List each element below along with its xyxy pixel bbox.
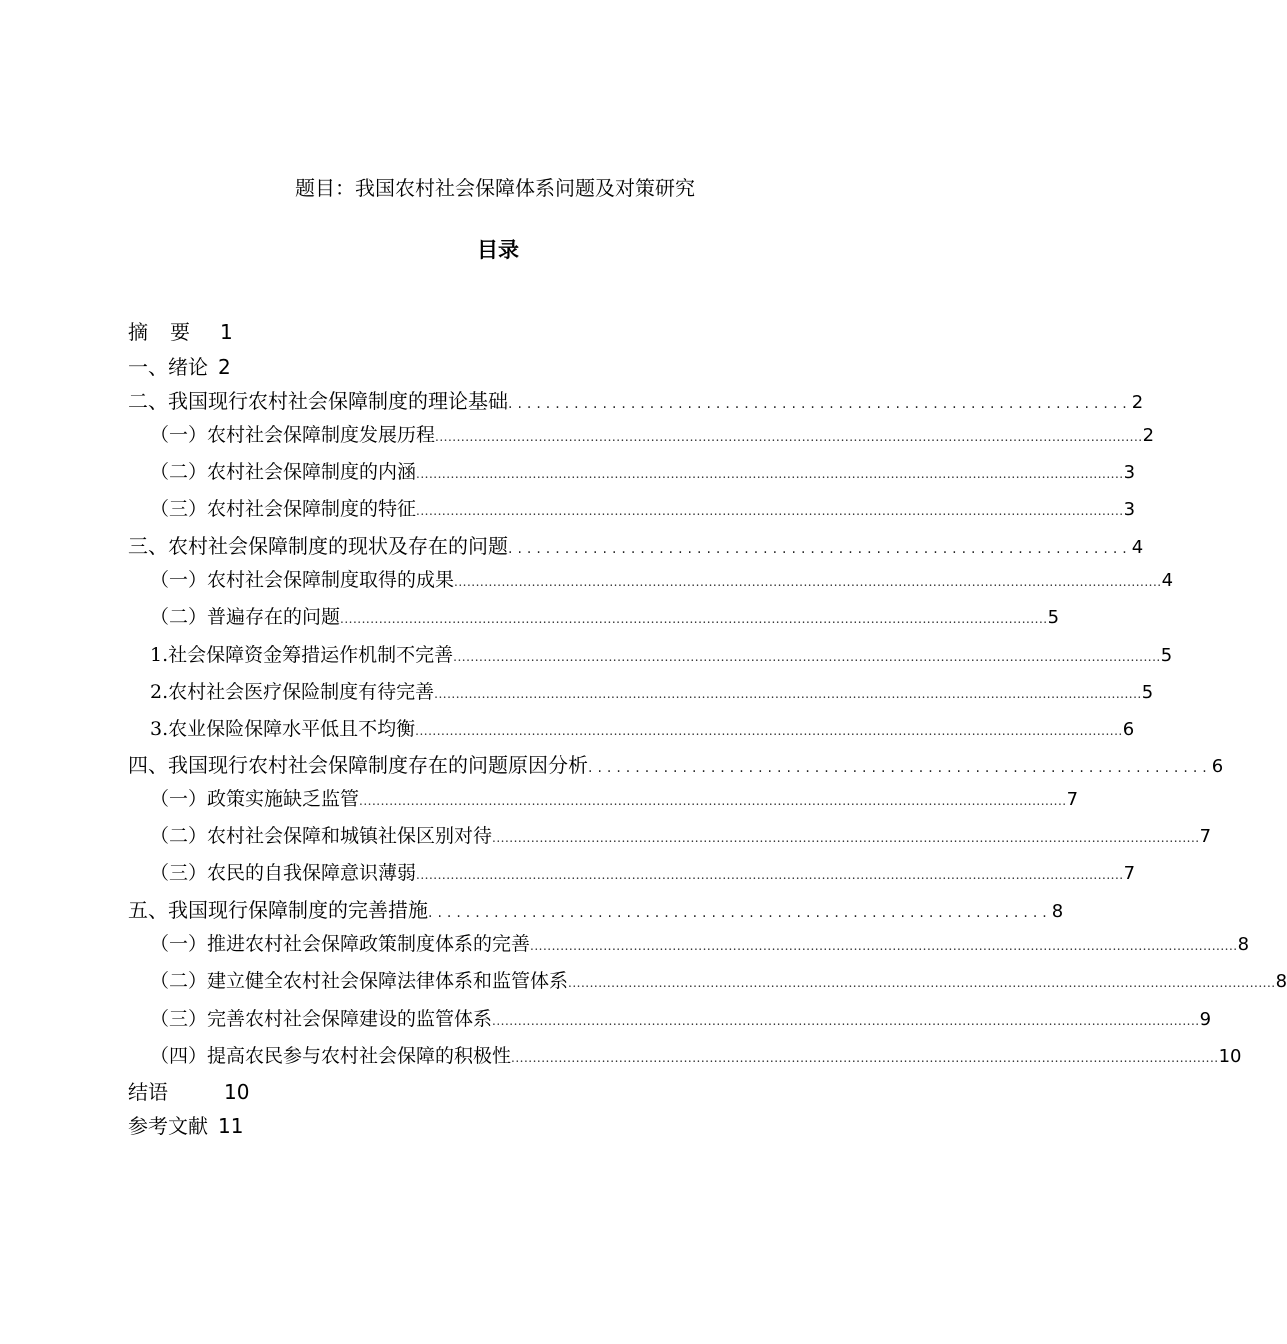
toc-leader: .................................................................. — [508, 541, 1132, 557]
toc-entry-label: 二、我国现行农村社会保障制度的理论基础 — [128, 389, 508, 413]
toc-entry-label: （一）农村社会保障制度发展历程 — [150, 424, 436, 446]
toc-page-number: 4 — [1161, 570, 1174, 591]
toc-page-number: 10 — [224, 1080, 250, 1104]
toc-entry-section[interactable] — [150, 858, 1136, 888]
toc-entry-conclusion[interactable] — [128, 1077, 249, 1107]
toc-entry-label: （一）农村社会保障制度取得的成果 — [150, 569, 455, 591]
toc-entry-section[interactable] — [150, 1041, 1242, 1071]
toc-entry-section[interactable] — [150, 602, 1060, 632]
toc-entry-label: 要 — [170, 320, 190, 344]
toc-page-number: 2 — [1131, 392, 1144, 413]
toc-entry-label: （三）完善农村社会保障建设的监管体系 — [150, 1008, 493, 1030]
toc-leader: .................................................................................................................................................................... — [435, 430, 1143, 444]
toc-page-number: 1 — [220, 320, 233, 344]
toc-leader: .................................................................................................................................................................... — [434, 687, 1142, 701]
toc-entry-subsection[interactable] — [150, 677, 1154, 707]
toc-entry-chapter[interactable] — [128, 895, 1064, 925]
toc-page-number: 7 — [1199, 826, 1212, 847]
toc-page-number: 8 — [1275, 971, 1287, 992]
toc-entry-label: 四、我国现行农村社会保障制度存在的问题原因分析 — [128, 753, 588, 777]
toc-page-number: 5 — [1047, 607, 1060, 628]
toc-entry-section[interactable] — [150, 457, 1136, 487]
toc-leader: .................................................................................................................................................................... — [416, 868, 1124, 882]
toc-leader: .................................................................................................................................................................... — [454, 575, 1162, 589]
toc-page-number: 11 — [218, 1114, 244, 1138]
toc-page-number: 5 — [1141, 682, 1154, 703]
toc-page-number: 2 — [218, 355, 231, 379]
toc-entry-section[interactable] — [150, 420, 1155, 450]
toc-entry-label: 参考文献 — [128, 1114, 208, 1138]
toc-entry-label: （四）提高农民参与农村社会保障的积极性 — [150, 1045, 512, 1067]
toc-page-number: 8 — [1051, 901, 1064, 922]
toc-entry-label: （三）农民的自我保障意识薄弱 — [150, 862, 417, 884]
toc-leader: .................................................................................................................................................................... — [492, 831, 1200, 845]
toc-page-number: 6 — [1211, 756, 1224, 777]
toc-page-number: 8 — [1237, 934, 1250, 955]
toc-leader: .................................................................................................................................................................... — [568, 976, 1276, 990]
toc-entry-label: （二）农村社会保障制度的内涵 — [150, 461, 417, 483]
toc-entry-section[interactable] — [150, 784, 1079, 814]
toc-page-number: 2 — [1142, 425, 1155, 446]
toc-leader: .................................................................................................................................................................... — [416, 504, 1124, 518]
toc-entry-section[interactable] — [150, 929, 1250, 959]
toc-page-number: 9 — [1199, 1009, 1212, 1030]
toc-leader: .................................................................. — [508, 396, 1132, 412]
toc-entry-label: （一）推进农村社会保障政策制度体系的完善 — [150, 933, 531, 955]
toc-entry-label: （一）政策实施缺乏监管 — [150, 788, 360, 810]
document-title: 题目：我国农村社会保障体系问题及对策研究 — [295, 176, 695, 200]
toc-leader: .................................................................................................................................................................... — [530, 939, 1238, 953]
toc-entry-label: 1.社会保障资金筹措运作机制不完善 — [150, 644, 454, 666]
toc-page-number: 4 — [1131, 537, 1144, 558]
toc-page-number: 3 — [1123, 462, 1136, 483]
toc-entry-subsection[interactable] — [150, 714, 1135, 744]
toc-entry-chapter[interactable] — [128, 386, 1144, 416]
toc-entry-label: 五、我国现行保障制度的完善措施 — [128, 898, 428, 922]
toc-entry-intro[interactable] — [128, 352, 231, 382]
toc-entry-label: 一、绪论 — [128, 355, 208, 379]
toc-page-number: 10 — [1218, 1046, 1242, 1067]
toc-leader: .................................................................................................................................................................... — [359, 794, 1067, 808]
toc-entry-section[interactable] — [150, 821, 1212, 851]
toc-entry-label: （三）农村社会保障制度的特征 — [150, 498, 417, 520]
toc-entry-label: 结语 — [128, 1080, 168, 1104]
toc-entry-chapter[interactable] — [128, 750, 1224, 780]
toc-heading: 目录 — [477, 238, 519, 262]
toc-page-number: 7 — [1066, 789, 1079, 810]
toc-entry-abstract[interactable] — [128, 317, 233, 347]
toc-entry-label: （二）农村社会保障和城镇社保区别对待 — [150, 825, 493, 847]
toc-leader: .................................................................................................................................................................... — [415, 724, 1123, 738]
toc-entry-references[interactable] — [128, 1111, 243, 1141]
toc-entry-section[interactable] — [150, 494, 1136, 524]
toc-leader: .................................................................................................................................................................... — [416, 467, 1124, 481]
toc-page-number: 5 — [1160, 645, 1173, 666]
toc-page-number: 3 — [1123, 499, 1136, 520]
toc-entry-section[interactable] — [150, 1004, 1212, 1034]
toc-entry-section[interactable] — [150, 966, 1287, 996]
toc-entry-section[interactable] — [150, 565, 1174, 595]
toc-leader: .................................................................................................................................................................... — [511, 1051, 1219, 1065]
toc-entry-label: 摘 — [128, 320, 148, 344]
toc-entry-chapter[interactable] — [128, 531, 1144, 561]
toc-entry-label: 三、农村社会保障制度的现状及存在的问题 — [128, 534, 508, 558]
toc-entry-label: （二）建立健全农村社会保障法律体系和监管体系 — [150, 970, 569, 992]
toc-leader: .................................................................................................................................................................... — [453, 650, 1161, 664]
toc-entry-label: 3.农业保险保障水平低且不均衡 — [150, 718, 416, 740]
toc-leader: .................................................................. — [428, 905, 1052, 921]
toc-entry-label: 2.农村社会医疗保险制度有待完善 — [150, 681, 435, 703]
toc-leader: .................................................................................................................................................................... — [340, 612, 1048, 626]
toc-leader: .................................................................. — [588, 760, 1212, 776]
toc-entry-label: （二）普遍存在的问题 — [150, 606, 341, 628]
toc-page-number: 7 — [1123, 863, 1136, 884]
toc-entry-subsection[interactable] — [150, 640, 1173, 670]
toc-page-number: 6 — [1122, 719, 1135, 740]
toc-leader: .................................................................................................................................................................... — [492, 1014, 1200, 1028]
